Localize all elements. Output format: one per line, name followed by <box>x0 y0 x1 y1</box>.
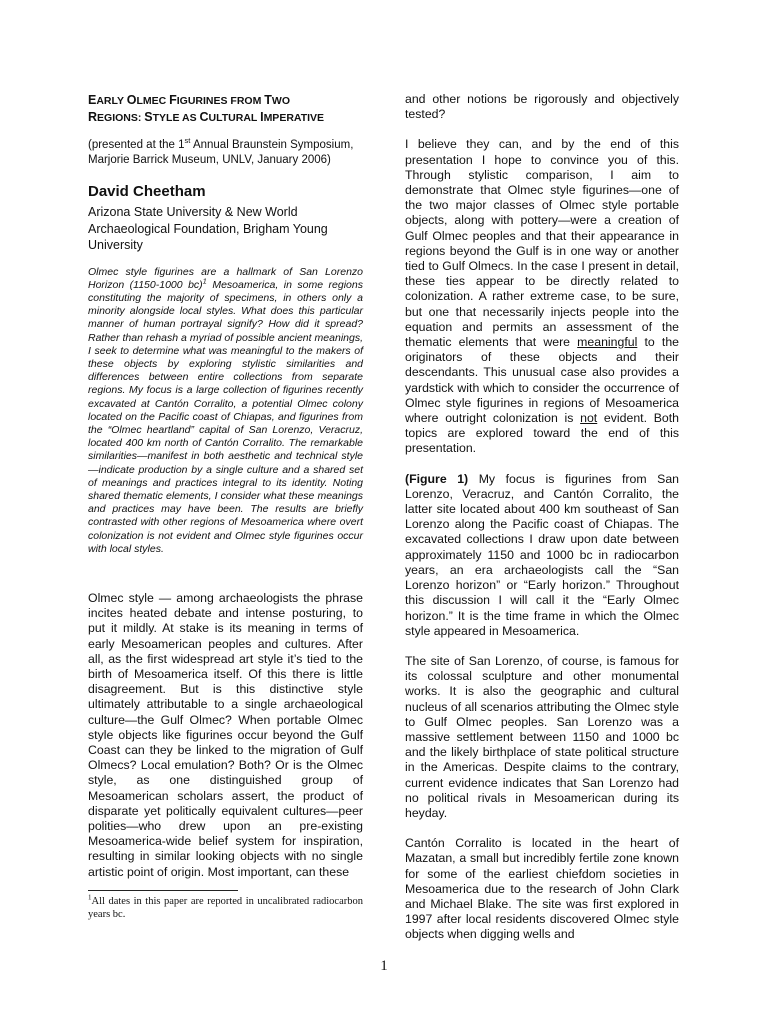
paragraph-text: I believe they can, and by the end of this presentation I hope to convince you of this. Through stylistic comparison, I aim to demonstrate that Olmec style figurines—one of the two major classes of Olmec style portable objects, along with pottery—were a creation of Gulf Olmec peoples and that their appearance in regions beyond the Gulf is in one way or another tied to Gulf Olmecs. In the case I present in detail, these ties appear to be directly related to colonization. A rather extreme case, to be sure, but one that necessarily injects people into the equation and permits an assessment of the thematic elements that were <box>405 137 679 350</box>
title-text: R <box>88 110 98 124</box>
title-text: T <box>264 93 272 107</box>
title-text: S <box>144 110 153 124</box>
note-text: (presented at the 1 <box>88 139 185 151</box>
abstract-text: Mesoamerica, in some regions constituting the majority of specimens, in others only a minority alongside local styles. What does this particular manner of human portrayal signify? How did it spread? Rather than rehash a myriad of possible ancient meanings, I seek to determine what was meaningful to the makers of these objects by exploring stylistic similarities and differences between entire collections from separate regions. My focus is a large collection of figurines recently excavated at Cantón Corralito, a potential Olmec colony located on the Pacific coast of Chiapas, and figurines from the “Olmec heartland” capital of San Lorenzo, Veracruz, located 400 km north of Cantón Corralito. The remarkable similarities—manifest in both aesthetic and technical style—indicate production by a single culture and a shared set of meanings and practices integral to its identity. Noting shared thematic elements, I consider what these meanings and practices may have been. The results are briefly contrasted with other regions of Mesoamerica where overt colonization is not evident and Olmec style figurines occur with local styles. <box>88 278 363 555</box>
body-paragraph <box>405 137 679 456</box>
title-text: ULTURAL <box>208 112 261 124</box>
underlined-word: not <box>580 411 598 426</box>
body-paragraph <box>405 472 679 639</box>
footnote <box>88 895 363 921</box>
footnote-marker: 1 <box>202 276 207 286</box>
body-paragraph: Cantón Corralito is located in the heart of Mazatan, a small but incredibly fertile zone known for some of the earliest chiefdom societies in Mesoamerica due to the research of John Clark and Michael Blake. The site was first explored in 1997 after local residents discovered Olmec style objects when digging wells and <box>405 836 679 942</box>
body-paragraph: Olmec style — among archaeologists the phrase incites heated debate and intense posturing, to put it mildly. At stake is its meaning in terms of early Mesoamerican peoples and cultures. After all, as the first widespread art style it’s tied to the birth of Mesoamerica itself. Of this there is little disagreement. But is this distinctive style ultimately attributable to a single archaeological culture—the Gulf Olmec? When portable Olmec style objects like figurines occur beyond the Gulf Coast can they be linked to the migration of Gulf Olmecs? Local emulation? Both? Or is the Olmec style, as one distinguished group of Mesoamerican scholars assert, the product of disparate yet politically equivalent cultures—peer polities—who drew upon an pre-existing Mesoamerica-wide belief system for inspiration, resulting in similar looking objects with no single artistic point of origin. Most important, can these <box>88 590 363 879</box>
body-paragraph: and other notions be rigorously and objectively tested? <box>405 92 679 122</box>
left-column <box>88 92 363 921</box>
presentation-note <box>88 138 363 168</box>
title-text: IGURINES FROM <box>176 95 265 107</box>
title-text: E <box>88 93 97 107</box>
paragraph-text: My focus is figurines from San Lorenzo, Veracruz, and Cantón Corralito, the latter site located about 400 km southeast of San Lorenzo along the Pacific coast of Chiapas. The excavated collections I draw upon date between approximately 1150 and 1000 bc in radiocarbon years, an era archaeologists call the “San Lorenzo horizon” or “Early horizon.” Throughout this discussion I will call it the “Early Olmec horizon.” It is the time frame in which the Olmec style appeared in Mesoamerica. <box>405 471 679 638</box>
underlined-word: meaningful <box>577 335 638 350</box>
footnote-divider <box>88 890 238 891</box>
note-superscript: st <box>184 136 191 146</box>
title-line-1 <box>88 92 363 109</box>
right-column <box>405 92 679 943</box>
abstract <box>88 266 363 556</box>
title-line-2 <box>88 109 363 126</box>
paper-title <box>88 92 363 126</box>
title-text: WO <box>271 95 290 107</box>
author-name: David Cheetham <box>88 183 206 200</box>
page-number: 1 <box>380 958 388 974</box>
author-affiliation: Arizona State University & New World Archaeological Foundation, Brigham Young University <box>88 205 328 252</box>
note-text: Annual Braunstein Symposium, Marjorie Barrick Museum, UNLV, January 2006) <box>88 139 354 166</box>
title-text: O <box>126 93 137 107</box>
title-text: ARLY <box>96 95 127 107</box>
title-text: EGIONS: <box>97 112 145 124</box>
footnote-text: All dates in this paper are reported in uncalibrated radiocarbon years bc. <box>88 895 363 920</box>
title-text: I <box>260 110 264 124</box>
footnote-number: 1 <box>88 893 92 902</box>
figure-reference: (Figure 1) <box>405 471 469 486</box>
abstract-text: Olmec style figurines are a hallmark of San Lorenzo Horizon (1150-1000 bc) <box>88 265 363 291</box>
title-text: C <box>199 110 209 124</box>
title-text: MPERATIVE <box>263 112 325 124</box>
body-paragraph: The site of San Lorenzo, of course, is famous for its colossal sculpture and other monumental works. It is also the geographic and cultural nucleus of all scenarios attributing the Olmec style to Gulf Olmec peoples. San Lorenzo was a massive settlement between 1150 and 1000 bc and the likely birthplace of state political structure in the Americas. Despite claims to the contrary, current evidence indicates that San Lorenzo had no political rivals in Mesoamerican during its heyday. <box>405 653 679 820</box>
title-text: F <box>169 93 177 107</box>
title-text: LMEC <box>136 95 170 107</box>
paragraph-text: to the originators of these objects and their descendants. This unusual case also provides a yardstick with which to consider the occurrence of Olmec style figurines in regions of Mesoamerica where outright colonization is <box>405 335 680 426</box>
paragraph-text: evident. Both topics are explored toward the end of this presentation. <box>405 411 679 456</box>
title-text: TYLE AS <box>152 112 200 124</box>
